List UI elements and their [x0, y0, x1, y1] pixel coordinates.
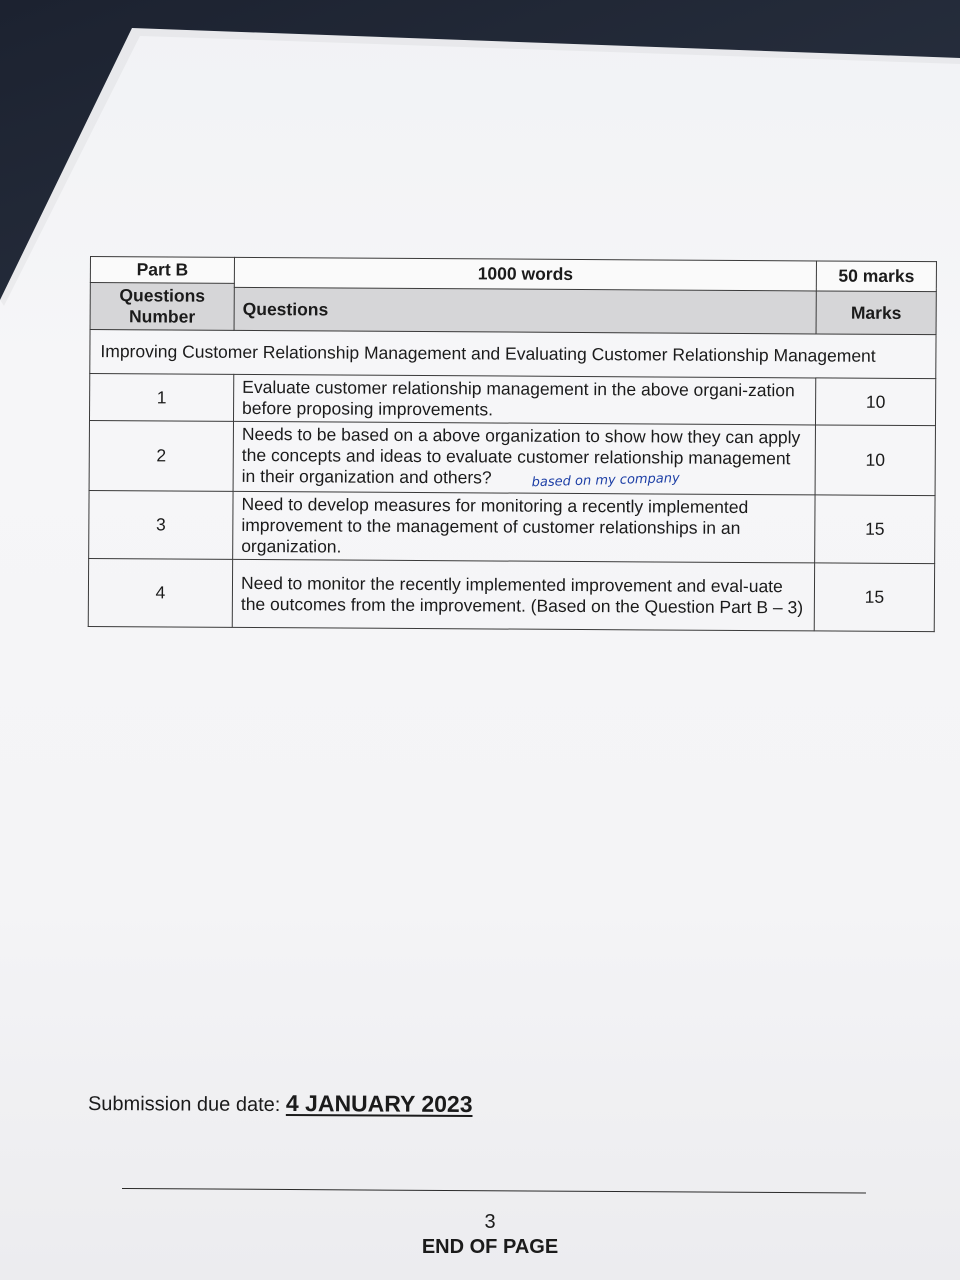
question-text-cell: [233, 421, 815, 495]
question-marks: 10: [815, 425, 935, 496]
section-title: Improving Customer Relationship Management and Evaluating Customer Relationship Management: [90, 330, 936, 379]
table-row: [89, 421, 935, 496]
question-number: 2: [89, 421, 233, 492]
table-row: [89, 490, 935, 563]
questions-number-header: Questions Number: [90, 283, 234, 331]
end-of-page: END OF PAGE: [421, 1236, 559, 1258]
questions-table: [88, 256, 937, 632]
word-count: 1000 words: [234, 257, 816, 291]
part-label: Part B: [90, 257, 234, 284]
table-row: [89, 374, 935, 426]
question-text: Evaluate customer relationship management in the above organi-zation before proposing improvements.: [233, 374, 815, 425]
question-number: 1: [89, 374, 233, 422]
marks-header: Marks: [816, 291, 936, 334]
questions-header: Questions: [234, 288, 816, 334]
question-marks: 15: [814, 563, 934, 632]
handwritten-annotation: based on my company: [531, 471, 680, 491]
question-number: 3: [89, 490, 233, 559]
total-marks: 50 marks: [816, 261, 936, 292]
submission-label: Submission due date:: [87, 1092, 281, 1117]
question-marks: 15: [815, 495, 935, 564]
page-number: 3: [484, 1211, 496, 1233]
question-text: Need to develop measures for monitoring a recently implemented improvement to the management of customer relationships in an organization.: [233, 491, 815, 563]
question-marks: 10: [815, 378, 935, 426]
question-number: 4: [88, 558, 232, 627]
submission-date: 4 JANUARY 2023: [285, 1090, 473, 1118]
submission-due: [88, 1089, 473, 1118]
question-text: Needs to be based on a above organization to show how they can apply the concepts and ideas to evaluate customer relationship management in their organization and others?: [241, 423, 801, 488]
table-row: [88, 558, 934, 631]
question-text: Need to monitor the recently implemented improvement and eval-uate the outcomes from the improvement. (Based on the Question Part B – 3): [232, 559, 814, 631]
